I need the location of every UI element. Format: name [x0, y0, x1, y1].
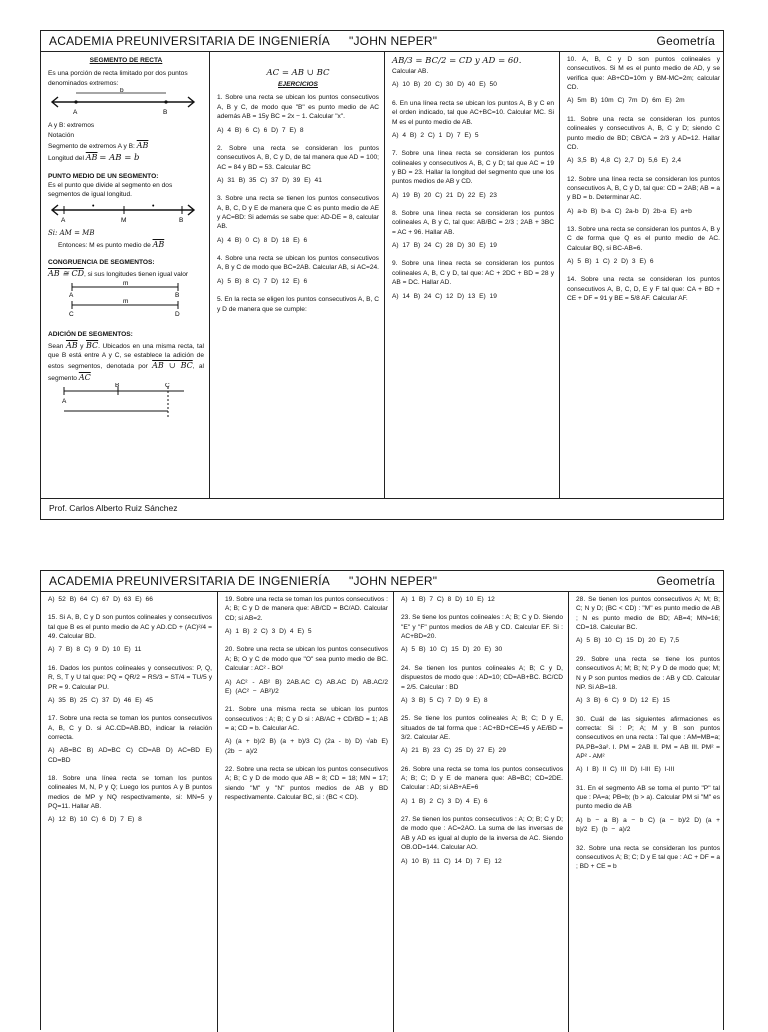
- exercise-column-2: [218, 592, 393, 1032]
- svg-text:•: •: [92, 202, 95, 210]
- question-options: A) 4 B) 0 C) 8 D) 18 E) 6: [217, 236, 308, 244]
- column-2-top-equation: AC = AB ∪ BC: [266, 68, 330, 78]
- column-3-top-options: A) 10 B) 20 C) 30 D) 40 E) 50: [392, 81, 497, 89]
- page-header: [41, 571, 723, 592]
- fig2-label-b: B: [179, 216, 184, 224]
- fig3-label-b: B: [175, 292, 180, 300]
- academy-name: ACADEMIA PREUNIVERSITARIA DE INGENIERÍA: [49, 34, 330, 48]
- question-text: Sobre una línea recta se consideran los puntos consecutivos A, B, C y D, tal que: CD = 2AB; AB = a y BD = b. Determinar AC.: [567, 175, 720, 202]
- subject-name: Geometría: [656, 34, 715, 48]
- question-number: 8.: [392, 210, 398, 218]
- addition-text-2: y: [80, 342, 84, 350]
- question-options: A) 4 B) 6 C) 6 D) 7 E) 8: [217, 126, 304, 134]
- question-item: [576, 595, 720, 646]
- question-options: A) a-b B) b-a C) 2a-b D) 2b-a E) a+b: [567, 207, 692, 215]
- question-number: 26.: [401, 765, 411, 773]
- question-list-col2-p1: [217, 93, 379, 313]
- footer-divider: [41, 498, 723, 499]
- academy-name: ACADEMIA PREUNIVERSITARIA DE INGENIERÍA: [49, 574, 330, 588]
- length-notation: [48, 152, 204, 164]
- fig2-label-m: M: [121, 216, 127, 224]
- question-options: A) 10 B) 11 C) 14 D) 7 E) 12: [401, 857, 502, 865]
- question-number: 16.: [48, 664, 58, 672]
- svg-text:•: •: [152, 202, 155, 210]
- question-number: 17.: [48, 715, 58, 723]
- question-text: Sobre una recta se consideran los puntos A, B y C de forma que Q es el punto medio de AC. Calcular BQ, si BC-AB=6.: [567, 226, 720, 252]
- question-item: [567, 275, 720, 303]
- question-item: [217, 254, 379, 286]
- question-text: Sobre una línea recta se toman los puntos colineales M, N, P y Q; Luego los puntos A y B puntos medios de MP y NQ respectivamente, si: MN=5 y PQ=11. Hallar AB.: [48, 775, 212, 811]
- page-header: [41, 31, 723, 52]
- question-options: A) 1 B) 2 C) 3 D) 4 E) 6: [401, 797, 488, 805]
- segment-notation: [48, 140, 204, 151]
- question-options: A) 12 B) 10 C) 6 D) 7 E) 8: [48, 816, 142, 824]
- midpoint-text: Es el punto que divide al segmento en dos segmentos de igual longitud.: [48, 181, 173, 199]
- question-item: [48, 613, 212, 654]
- fig2-label-a: A: [61, 216, 66, 224]
- question-options: A) 5 B) 1 C) 2 D) 3 E) 6: [567, 258, 654, 266]
- school-name: "JOHN NEPER": [349, 34, 438, 48]
- question-item: [392, 149, 554, 200]
- addition-seg-ac: $\overline{AC}$: [78, 372, 91, 382]
- point-b-dot: [164, 100, 167, 103]
- question-item: [576, 844, 720, 872]
- question-number: 10.: [567, 56, 577, 63]
- question-options: A) 7 B) 8 C) 9 D) 10 E) 11: [48, 646, 142, 654]
- question-text: Sobre una recta se ubican los puntos consecutivos A, B y C, de modo que "B" es punto medio de AC además AB = 15y BC = 2x − 1. Calcular "x".: [217, 94, 379, 121]
- question-item: [225, 765, 388, 802]
- congruence-text: [48, 268, 204, 279]
- question-number: 7.: [392, 150, 398, 158]
- question-item: [225, 645, 388, 696]
- question-number: 29.: [576, 655, 586, 663]
- exercise-column-4: [569, 592, 725, 1032]
- question-item: [217, 194, 379, 245]
- author-footer: Prof. Carlos Alberto Ruiz Sánchez: [49, 503, 178, 513]
- fig1-label-b: b: [120, 88, 124, 95]
- question-number: 14.: [567, 276, 577, 284]
- congruence-figure: [48, 279, 198, 319]
- question-options: A) I B) II C) III D) I-III E) I-III: [576, 766, 675, 774]
- question-options: A) 19 B) 20 C) 21 D) 22 E) 23: [392, 191, 497, 199]
- length-label: Longitud del: [48, 154, 84, 162]
- question-text: Sobre una recta se ubican los puntos consecutivos A, B y C de modo que BC=2AB. Calcular AB, si AC=24.: [217, 255, 379, 272]
- worksheet-page-2: [40, 570, 724, 1030]
- question-item: [576, 784, 720, 835]
- question-item: [567, 225, 720, 266]
- school-name: "JOHN NEPER": [349, 574, 438, 588]
- congruence-description: , si sus longitudes tienen igual valor: [83, 270, 189, 278]
- question-number: 24.: [401, 664, 411, 672]
- question-item: [48, 664, 212, 705]
- question-text: Sobre una línea recta se consideran los puntos colineales A, B y C, tal que: AB/BC = 2/3 ; 2AB + 3BC = AC + 96. Hallar AB.: [392, 210, 554, 236]
- question-item: [401, 714, 563, 755]
- question-text: Sobre una línea recta se consideran los puntos colineales A, B, C y D, tal que: AC + 2DC + BD = 28 y AB = DC. Hallar AD.: [392, 260, 554, 287]
- addition-text-1: Sean: [48, 342, 64, 350]
- exercises-heading: EJERCICIOS: [278, 81, 318, 89]
- subject-name: Geometría: [656, 574, 715, 588]
- fig1-label-b-point: B: [163, 109, 168, 117]
- question-number: 22.: [225, 766, 235, 774]
- question-number: 30.: [576, 715, 586, 723]
- question-text: Sobre una recta se toman los puntos consecutivos A, B, C y D. si AC.CD=AB.BD, indicar la relación correcta.: [48, 715, 212, 741]
- question-options: A) 35 B) 25 C) 37 D) 46 E) 45: [48, 696, 153, 704]
- column-3-top-equation: AB/3 = BC/2 = CD y AD = 60.: [392, 56, 522, 66]
- question-number: 2.: [217, 144, 223, 152]
- question-item: [576, 655, 720, 706]
- column-1-top-options: A) 52 B) 64 C) 67 D) 63 E) 66: [48, 596, 153, 603]
- question-text: Se tienen los puntos consecutivos A; M; B; C; N y D; (BC < CD) : "M" es punto medio de AB ; N es punto medio de BD; AB=4; MN=16; CD=18. Calcular BC.: [576, 596, 720, 632]
- question-item: [401, 613, 563, 654]
- seg-ab-symbol: $\overline{AB}$: [136, 141, 149, 151]
- extremes-text: A y B: extremos: [48, 122, 95, 130]
- question-options: A) 3,5 B) 4,8 C) 2,7 D) 5,6 E) 2,4: [567, 157, 682, 165]
- question-text: Sobre una recta se ubican los puntos consecutivos A; B; O y C de modo que "O" sea punto medio de BC. Calcular : AC² - BO²: [225, 646, 388, 673]
- fig3-label-c: C: [69, 311, 74, 319]
- seg-ab-symbol-3: $\overline{AB}$: [152, 239, 165, 249]
- question-text: En la recta se eligen los puntos consecutivos A, B, C y D de manera que se cumple:: [217, 296, 379, 313]
- fig4-label-b: B: [115, 383, 120, 390]
- question-text: Dados los puntos colineales y consecutivos: P, Q, R, S, T y U tal que: PQ = QR/2 = RS/3 = ST/4 = TU/5 y PR = 9. Calcular PU.: [48, 664, 212, 691]
- question-item: [48, 774, 212, 825]
- question-options: A) 5m B) 10m C) 7m D) 6m E) 2m: [567, 97, 685, 105]
- question-options: A) 17 B) 24 C) 28 D) 30 E) 19: [392, 242, 497, 250]
- length-equation: = AB = b: [99, 152, 140, 163]
- question-text: A, B, C y D son puntos colineales y consecutivos. Si M es el punto medio de AD, y se verifica que: AB+CD=10m y BM-MC=2m; calcular CD.: [567, 56, 720, 92]
- question-text: Sobre una misma recta se ubican los puntos consecutivos : A; B; C y D si : AB/AC + CD/BD = 1; AB = a; CD = b. Calcular AC.: [225, 706, 388, 732]
- column-3-top-options: A) 1 B) 7 C) 8 D) 10 E) 12: [401, 596, 495, 603]
- addition-union: AB ∪ BC: [152, 361, 193, 371]
- question-number: 28.: [576, 596, 586, 603]
- exercise-column-2: [210, 52, 384, 498]
- question-number: 25.: [401, 715, 411, 723]
- exercise-column-1: [41, 592, 217, 1032]
- question-text: Sobre una recta se consideran los puntos consecutivos A, B, C y D, de tal manera que AD = 100; AC = 84 y BD = 53. Calcular BC: [217, 144, 379, 171]
- exercise-column-3: [394, 592, 568, 1032]
- question-item: [576, 715, 720, 775]
- question-number: 32.: [576, 844, 586, 852]
- question-number: 4.: [217, 255, 223, 263]
- question-number: 18.: [48, 775, 58, 783]
- question-number: 5.: [217, 296, 223, 304]
- fig3-label-d: D: [175, 311, 180, 319]
- question-item: [392, 209, 554, 250]
- question-text: Se tienen los puntos consecutivos : A; O; B; C y D; de modo que : AC=2AO. La suma de las inversas de AB y AD es igual al duplo de la inversa de AC. Siendo OB.OD=144. Calcular AO.: [401, 816, 563, 852]
- question-options: A) 5 B) 8 C) 7 D) 12 E) 6: [217, 277, 308, 285]
- question-options: A) 5 B) 10 C) 15 D) 20 E) 7,5: [576, 637, 680, 645]
- question-number: 1.: [217, 94, 223, 102]
- fig3-label-m1: m: [123, 280, 129, 288]
- worksheet-page-1: [40, 30, 724, 520]
- fig3-label-m2: m: [123, 298, 129, 306]
- question-number: 9.: [392, 260, 398, 268]
- fig4-label-c: C: [165, 383, 170, 390]
- addition-seg-ab: $\overline{AB}$: [65, 340, 78, 350]
- question-number: 27.: [401, 816, 411, 824]
- addition-title: ADICIÓN DE SEGMENTOS:: [48, 331, 133, 339]
- midpoint-figure: [48, 200, 198, 226]
- question-item: [217, 93, 379, 134]
- question-number: 20.: [225, 646, 235, 654]
- question-options: A) b − a B) a − b C) (a − b)/2 D) (a + b)/2 E) (b − a)/2: [576, 816, 720, 834]
- question-item: [392, 99, 554, 140]
- question-item: [401, 664, 563, 705]
- congruence-equation: AB ≅ CD: [48, 268, 84, 278]
- theory-column: [41, 52, 209, 498]
- question-text: Sobre una recta se consideran los puntos consecutivos A, B, C, D, E y F tal que: CA + BD + CE + DF = 91 y BE = 5/8 AF. Calcular AF.: [567, 276, 720, 303]
- exercise-column-4: [560, 52, 725, 498]
- addition-figure: [48, 383, 198, 419]
- question-options: A) 3 B) 6 C) 9 D) 12 E) 15: [576, 697, 670, 705]
- question-text: En una línea recta se ubican los puntos A, B y C en el orden indicado, tal que AC+BC=10. Calcular MC. Si M es el punto medio de AB.: [392, 99, 554, 126]
- question-number: 12.: [567, 175, 577, 183]
- addition-text: [48, 340, 204, 383]
- segment-notation-label: Segmento de extremos A y B:: [48, 143, 135, 151]
- fig1-label-a: A: [73, 109, 78, 117]
- question-options: A) 4 B) 2 C) 1 D) 7 E) 5: [392, 131, 479, 139]
- question-options: A) 1 B) 2 C) 3 D) 4 E) 5: [225, 628, 312, 636]
- question-text: Sobre una recta se toman los puntos consecutivos : A; B; C y D de manera que: AB/CD = BC/AD. Calcular CD; si AB=2.: [225, 596, 388, 622]
- question-item: [217, 295, 379, 314]
- question-options: A) 5 B) 10 C) 15 D) 20 E) 30: [401, 646, 503, 654]
- fig4-label-a: A: [62, 398, 67, 406]
- question-options: A) 3 B) 5 C) 7 D) 9 E) 8: [401, 696, 488, 704]
- point-a-dot: [74, 100, 77, 103]
- question-item: [392, 259, 554, 300]
- question-item: [567, 55, 720, 106]
- addition-text-4: , al segmento: [48, 363, 204, 382]
- question-item: [48, 714, 212, 765]
- question-options: A) 14 B) 24 C) 12 D) 13 E) 19: [392, 292, 497, 300]
- question-item: [401, 815, 563, 866]
- question-item: [567, 175, 720, 216]
- question-text: Se tiene los puntos colineales : A; B; C y D. Siendo "E" y "F" puntos medios de AB y CD. Calcular EF. Si : AC+BD=20.: [401, 614, 563, 641]
- question-number: 31.: [576, 784, 586, 792]
- column-3-top-calc: Calcular AB.: [392, 68, 429, 76]
- midpoint-title: PUNTO MEDIO DE UN SEGMENTO:: [48, 172, 159, 180]
- congruence-title: CONGRUENCIA DE SEGMENTOS:: [48, 259, 155, 267]
- notation-text: Notación: [48, 131, 75, 139]
- question-text: Cuál de las siguientes afirmaciones es correcta: Si : P; A; M y B son puntos consecutivos en una recta : Tal que : AM=MB=a; PA.PB=3a². I. PM = 2AB II. PM = AB III. PM² = AP² - AM²: [576, 715, 720, 761]
- question-number: 6.: [392, 99, 398, 107]
- question-item: [217, 144, 379, 185]
- theory-title: SEGMENTO DE RECTA: [89, 57, 163, 64]
- question-text: Se tiene los puntos colineales A; B; C; D y E, situados de tal forma que : AC+BD+CE=45 y AE/BD = 3/2. Calcular AE.: [401, 715, 563, 741]
- question-text: Sobre una recta se consideran los puntos consecutivos A; B; C; D y E tal que : AC + DF = a ; BD + CE = b: [576, 844, 720, 871]
- seg-ab-symbol-2: $\overline{AB}$: [85, 152, 98, 162]
- question-text: Sobre una recta se toma los puntos consecutivos A; B; C; D y E de manera que: AB=BC; CD=2DE. Calcular : AD; si AB+AE=6: [401, 765, 563, 792]
- segment-figure: [48, 88, 198, 118]
- midpoint-conclusion: [48, 239, 204, 250]
- question-number: 13.: [567, 226, 577, 234]
- question-item: [225, 595, 388, 636]
- question-number: 21.: [225, 706, 235, 714]
- question-options: A) (a + b)/2 B) (a + b)/3 C) (2a - b) D) √ab E) (2b − a)/2: [225, 738, 388, 755]
- theory-intro: Es una porción de recta limitado por dos puntos denominados extremos:: [48, 70, 188, 87]
- question-text: Sobre una recta se consideran los puntos colineales y consecutivos A, B, C y D; siendo C punto medio de BD; CB/CA = 2/3 y AD=12. Hallar CD.: [567, 115, 720, 151]
- midpoint-condition: Si: AM = MB: [48, 229, 95, 238]
- question-text: En el segmento AB se toma el punto "P" tal que : PA=a; PB=b; (b > a). Calcular PM si "M" es punto medio de AB: [576, 784, 720, 811]
- question-text: Se tienen los puntos colineales A; B; C y D, dispuestos de modo que : AD=10; CD=AB+BC. BC/CD = 2/5. Calcular : BD: [401, 664, 563, 691]
- question-number: 3.: [217, 195, 223, 203]
- question-options: A) 21 B) 23 C) 25 D) 27 E) 29: [401, 747, 506, 755]
- question-item: [401, 765, 563, 806]
- question-item: [567, 115, 720, 166]
- question-text: Sobre una recta se tienen los puntos consecutivos A, B, C, D y E de manera que C es punto medio de AE y AC=BD: Si además se sabe que: AD-DE = 8, calcular AB.: [217, 195, 379, 231]
- question-item: [225, 705, 388, 756]
- question-options: A) AC² - AB² B) 2AB.AC C) AB.AC D) AB.AC/2 E) (AC² − AB²)/2: [225, 678, 388, 695]
- question-text: Si A, B, C y D son puntos colineales y consecutivos tal que B es el punto medio de AC y AD.CD + (AC)²/4 = 49. Calcular BD.: [48, 614, 213, 641]
- question-options: A) AB=BC B) AD=BC C) CD=AB D) AC=BD E) CD=BD: [48, 747, 212, 764]
- midpoint-conclusion-text: Entonces: M es punto medio de: [58, 241, 151, 249]
- exercise-column-3: [385, 52, 559, 498]
- question-number: 23.: [401, 614, 411, 622]
- question-text: Sobre una recta se ubican los puntos consecutivos A; B; C y D de modo que AB = 8; CD = 18; MN = 17; siendo "M" y "N" puntos medios de AB y BD respectivamente. Calcular BC, si : (BC < CD).: [225, 766, 388, 802]
- question-number: 19.: [225, 596, 235, 603]
- question-number: 11.: [567, 115, 576, 123]
- question-number: 15.: [48, 614, 58, 622]
- addition-text-3: . Ubicados en una misma recta, tal que B está entre A y C, se establece la adición de estos segmentos, denotada por: [48, 342, 204, 371]
- fig3-label-a: A: [69, 292, 74, 300]
- question-text: Sobre una línea recta se consideran los puntos colineales y consecutivos A, B, C y D; tal que AC = 19 y BD = 23. Hallar la longitud del segmento que une los puntos medios de AB y CD.: [392, 150, 554, 186]
- addition-seg-bc: $\overline{BC}$: [86, 340, 99, 350]
- question-text: Sobre una recta se tiene los puntos consecutivos A; M; B; N; P y D de modo que; M; N y P son puntos medios de : AB y CD. Calcular NP. Si AB=18.: [576, 655, 720, 691]
- question-options: A) 31 B) 35 C) 37 D) 39 E) 41: [217, 176, 322, 184]
